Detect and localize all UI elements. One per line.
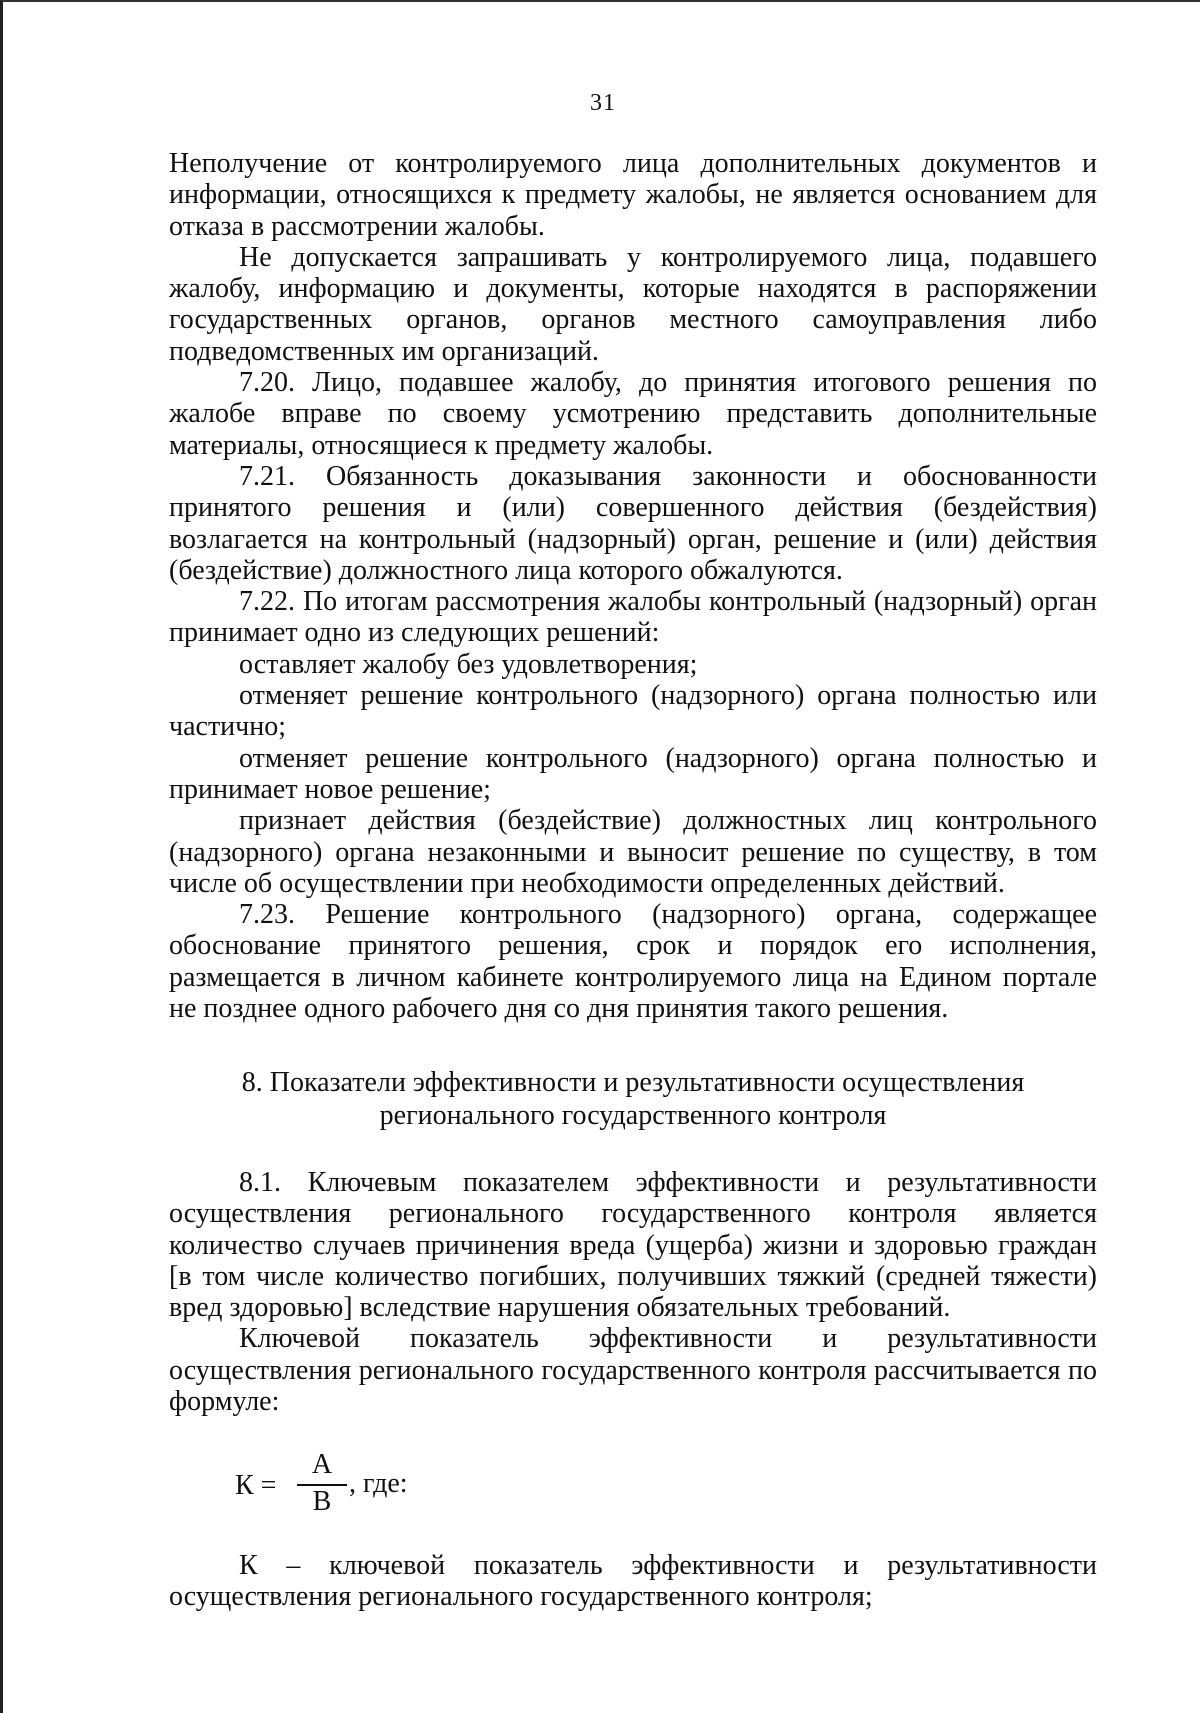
- paragraph-7-23: 7.23. Решение контрольного (надзорного) органа, содержащее обоснование принятого решения, срок и порядок его исполнения, размещается в личном кабинете контролируемого лица на Едином портале не позднее одного рабочего дня со дня принятия такого решения.: [169, 899, 1097, 1025]
- formula-suffix: , где:: [349, 1468, 408, 1499]
- paragraph-7-20: 7.20. Лицо, подавшее жалобу, до принятия итогового решения по жалобе вправе по своему усмотрению представить дополнительные материалы, относящиеся к предмету жалобы.: [169, 367, 1097, 461]
- decision-option: отменяет решение контрольного (надзорного) органа полностью и принимает новое решение;: [169, 742, 1097, 805]
- paragraph: Ключевой показатель эффективности и результативности осуществления регионального государственного контроля рассчитывается по формуле:: [169, 1323, 1097, 1418]
- decision-option: признает действия (бездействие) должностных лиц контрольного (надзорного) органа незаконными и выносит решение по существу, в том числе об осуществлении при необходимости определенных действий.: [169, 805, 1097, 899]
- indicator-text: [169, 1167, 1097, 1417]
- paragraph: Не допускается запрашивать у контролируемого лица, подавшего жалобу, информацию и документы, которые находятся в распоряжении государственных органов, органов местного самоуправления либо подведомственных им организаций.: [169, 241, 1097, 367]
- paragraph-7-21: 7.21. Обязанность доказывания законности и обоснованности принятого решения и (или) совершенного действия (бездействия) возлагается на контрольный (надзорный) орган, решение и (или) действия (бездействие) должностного лица которого обжалуются.: [169, 460, 1097, 586]
- paragraph-8-1: 8.1. Ключевым показателем эффективности и результативности осуществления регионального государственного контроля является количество случаев причинения вреда (ущерба) жизни и здоровью граждан [в том числе количество погибших, получивших тяжкий (средней тяжести) вред здоровью] вследствие нарушения обязательных требований.: [169, 1167, 1097, 1324]
- formula-numerator: А: [311, 1449, 333, 1480]
- paragraph: Неполучение от контролируемого лица дополнительных документов и информации, относящихся к предмету жалобы, не является основанием для отказа в рассмотрении жалобы.: [169, 148, 1097, 242]
- formula-denominator: В: [312, 1486, 332, 1517]
- paragraph-7-22: 7.22. По итогам рассмотрения жалобы контрольный (надзорный) орган принимает одно из следующих решений:: [169, 586, 1097, 649]
- section-heading-line: 8. Показатели эффективности и результативности осуществления: [241, 1067, 1025, 1098]
- decision-option: отменяет решение контрольного (надзорного) органа полностью или частично;: [169, 680, 1097, 743]
- page-number: 31: [590, 90, 616, 116]
- complaint-procedure-text: [169, 148, 1097, 1024]
- paragraph: К – ключевой показатель эффективности и результативности осуществления регионального государственного контроля;: [169, 1550, 1097, 1613]
- decision-option: оставляет жалобу без удовлетворения;: [239, 648, 698, 680]
- section-heading-line: регионального государственного контроля: [379, 1100, 887, 1131]
- section-heading: [169, 1066, 1097, 1132]
- formula-lhs: К =: [235, 1470, 277, 1501]
- formula-fraction: [297, 1450, 347, 1516]
- formula-legend: [169, 1550, 1097, 1613]
